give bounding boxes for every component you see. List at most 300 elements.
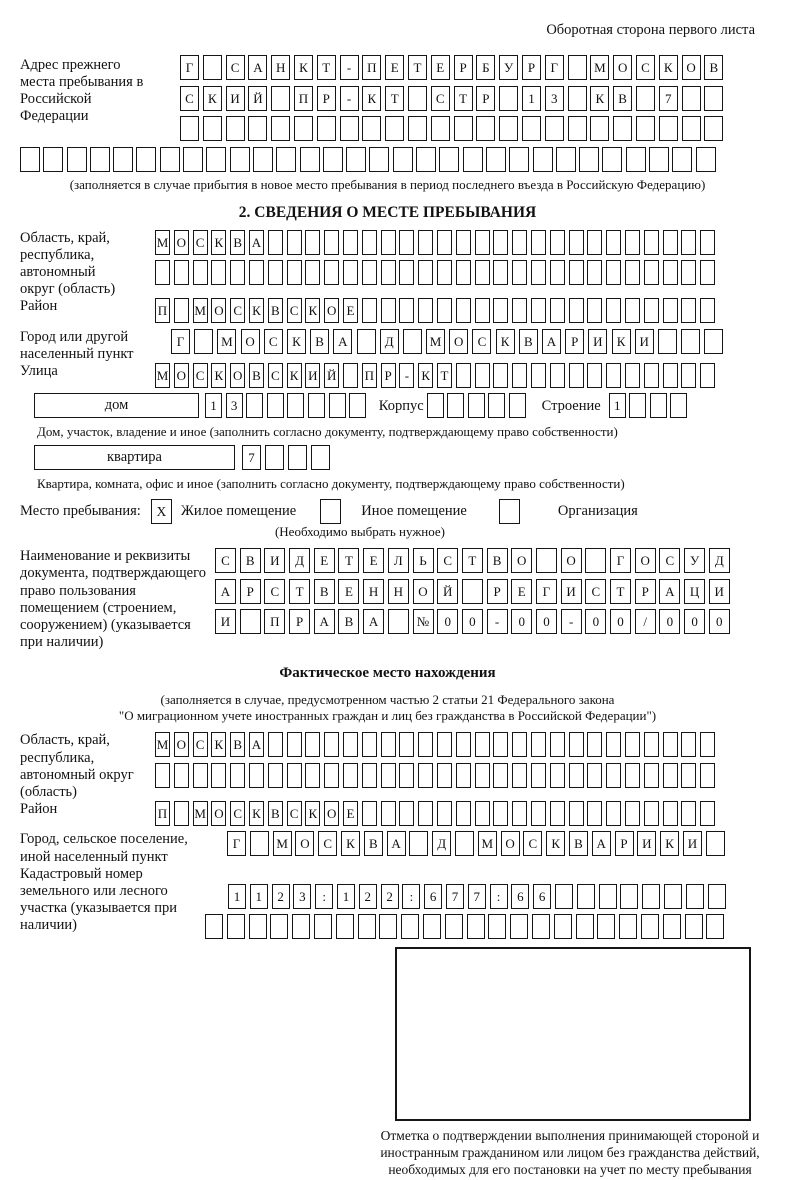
char-cell [650,393,667,418]
char-cell [658,329,677,354]
char-cell [393,147,413,172]
char-cell [493,260,508,285]
char-cell [431,116,450,141]
apartment-row [34,445,755,476]
char-cell: К [305,298,320,323]
char-cell [292,914,310,939]
char-cell: С [180,86,199,111]
char-cell [362,801,377,826]
char-cell [550,260,565,285]
char-cell: И [709,579,730,604]
char-cell: О [174,363,189,388]
char-cell: В [519,329,538,354]
char-cell [568,116,587,141]
char-row [155,763,719,789]
char-cell [696,147,716,172]
char-cell: Т [289,579,310,604]
actual-region-rows [155,732,719,793]
district-rows [155,298,719,329]
char-cell [512,801,527,826]
char-cell [625,363,640,388]
char-cell: С [659,548,680,573]
char-cell [587,298,602,323]
char-cell [317,116,336,141]
char-cell [587,732,602,757]
char-cell [399,298,414,323]
char-cell [270,914,288,939]
char-cell: - [561,609,582,634]
char-cell [681,732,696,757]
char-cell [531,801,546,826]
char-cell [336,914,354,939]
char-cell [641,914,659,939]
char-cell [488,393,505,418]
char-cell: Р [565,329,584,354]
char-cell [626,147,646,172]
char-cell: О [635,548,656,573]
char-cell [268,260,283,285]
char-cell [476,116,495,141]
char-cell [700,230,715,255]
char-cell [493,801,508,826]
char-cell: А [248,55,267,80]
char-cell: Е [385,55,404,80]
char-cell: О [230,363,245,388]
char-cell: 7 [468,884,486,909]
char-cell: О [211,801,226,826]
char-cell [418,230,433,255]
char-cell: К [294,55,313,80]
char-cell: К [305,801,320,826]
char-row [20,147,755,173]
char-cell [287,732,302,757]
char-cell: С [636,55,655,80]
char-cell: С [431,86,450,111]
char-cell: 3 [545,86,564,111]
char-cell [663,260,678,285]
char-cell [568,86,587,111]
char-cell [249,260,264,285]
char-cell [468,393,485,418]
char-cell: К [287,363,302,388]
char-cell: Д [709,548,730,573]
char-cell [362,260,377,285]
char-cell [475,763,490,788]
char-cell: Д [432,831,451,856]
char-row [155,363,719,389]
char-cell: Б [476,55,495,80]
char-cell [324,260,339,285]
char-cell: С [264,579,285,604]
char-cell [343,260,358,285]
char-row [155,732,719,758]
char-cell [510,914,528,939]
char-cell [682,116,701,141]
char-cell: О [561,548,582,573]
char-cell [226,116,245,141]
char-cell [324,230,339,255]
char-cell [531,363,546,388]
char-cell [597,914,615,939]
confirmation-stamp-box [395,947,751,1121]
char-cell: И [226,86,245,111]
char-cell [379,914,397,939]
char-cell: : [490,884,508,909]
char-cell: К [249,801,264,826]
char-cell [381,298,396,323]
char-cell [246,393,263,418]
char-cell: С [193,363,208,388]
option-other-premises-label: Иное помещение [361,503,467,520]
char-cell [644,363,659,388]
char-cell [343,732,358,757]
char-cell [681,298,696,323]
char-cell: С [215,548,236,573]
char-cell: 1 [337,884,355,909]
char-row [205,914,729,940]
char-cell [681,230,696,255]
char-cell [475,363,490,388]
char-cell: Й [248,86,267,111]
char-row [242,445,334,471]
char-row [427,393,530,419]
char-cell: Г [227,831,246,856]
char-cell: И [635,329,654,354]
char-cell [704,86,723,111]
field-district [20,298,755,329]
actual-city-label: Город, сельское поселение, иной населенный пункт [20,831,188,865]
char-cell [416,147,436,172]
street-rows [155,363,719,394]
char-cell: В [704,55,723,80]
char-cell [569,260,584,285]
char-cell: Д [380,329,399,354]
char-cell: Р [476,86,495,111]
char-cell: А [249,732,264,757]
previous-address-note: (заполняется в случае прибытия в новое место пребывания в период последнего въезда в Российскую Федерацию) [69,177,706,193]
char-cell [418,260,433,285]
char-cell [447,393,464,418]
char-cell [644,260,659,285]
char-cell: О [501,831,520,856]
char-cell [362,116,381,141]
char-cell [227,914,245,939]
char-cell [287,763,302,788]
char-cell: 1 [522,86,541,111]
char-cell [606,260,621,285]
char-cell [550,801,565,826]
char-cell: И [561,579,582,604]
char-cell [399,732,414,757]
char-cell [288,445,307,470]
char-cell [512,298,527,323]
char-cell: В [310,329,329,354]
char-cell [287,393,304,418]
char-row [609,393,691,419]
char-cell: - [487,609,508,634]
char-cell: И [305,363,320,388]
char-cell [113,147,133,172]
char-cell [250,831,269,856]
stroenie-label: Строение [541,398,601,415]
previous-address-label: Адрес прежнего места пребывания в Российской Федерации [20,57,144,125]
char-cell [287,260,302,285]
char-cell [509,393,526,418]
char-cell: О [324,298,339,323]
char-cell [606,801,621,826]
char-cell [664,884,682,909]
char-cell [531,732,546,757]
char-cell [644,801,659,826]
char-cell [681,363,696,388]
char-cell [67,147,87,172]
char-cell [271,116,290,141]
char-cell [456,763,471,788]
char-cell [493,298,508,323]
char-cell [550,363,565,388]
char-cell [268,763,283,788]
char-cell [602,147,622,172]
char-cell [512,363,527,388]
char-cell [369,147,389,172]
char-cell [437,763,452,788]
char-cell [311,445,330,470]
char-cell: 6 [511,884,529,909]
char-cell: 0 [437,609,458,634]
char-cell: - [340,86,359,111]
char-cell [211,260,226,285]
char-cell [230,147,250,172]
char-cell [613,116,632,141]
char-cell [408,116,427,141]
field-actual-region [20,732,755,800]
field-city [20,329,755,363]
char-cell: К [660,831,679,856]
char-cell [427,393,444,418]
char-cell [509,147,529,172]
char-cell: П [362,55,381,80]
char-cell: С [230,298,245,323]
char-cell [577,884,595,909]
char-cell [606,732,621,757]
char-cell [418,732,433,757]
char-cell [399,260,414,285]
char-cell [267,393,284,418]
char-cell [531,763,546,788]
char-cell [287,230,302,255]
char-cell [681,801,696,826]
char-cell: В [268,801,283,826]
char-cell: В [230,732,245,757]
field-region [20,230,755,298]
field-actual-city [20,831,755,865]
char-cell [554,914,572,939]
char-cell [606,363,621,388]
char-cell [294,116,313,141]
char-cell [587,763,602,788]
char-cell: К [659,55,678,80]
char-cell: Т [338,548,359,573]
char-cell [512,763,527,788]
char-cell: Р [487,579,508,604]
actual-location-note-line1: (заполняется в случае, предусмотренном частью 2 статьи 21 Федерального закона [160,691,615,707]
char-cell [211,763,226,788]
char-cell: Т [462,548,483,573]
char-cell [706,831,725,856]
char-cell: О [295,831,314,856]
char-cell: А [592,831,611,856]
char-cell: В [230,230,245,255]
char-cell [249,914,267,939]
char-cell: К [362,86,381,111]
char-row [155,260,719,286]
char-cell [550,230,565,255]
char-cell [340,116,359,141]
char-cell [194,329,213,354]
char-cell: Т [454,86,473,111]
char-cell: А [363,609,384,634]
char-cell [585,548,606,573]
char-cell [512,732,527,757]
char-cell [437,732,452,757]
char-cell [308,393,325,418]
char-cell [155,763,170,788]
char-cell [403,329,422,354]
char-cell [399,230,414,255]
char-cell: К [211,230,226,255]
char-cell: П [155,298,170,323]
char-cell: У [684,548,705,573]
char-cell [174,801,189,826]
char-cell: Т [385,86,404,111]
char-cell [636,86,655,111]
char-cell: М [273,831,292,856]
char-cell [569,732,584,757]
char-cell: М [426,329,445,354]
char-cell [324,763,339,788]
actual-district-label: Район [20,800,58,817]
char-cell: С [264,329,283,354]
char-cell: Т [610,579,631,604]
char-cell: : [315,884,333,909]
char-cell [399,801,414,826]
char-cell [349,393,366,418]
char-cell [606,298,621,323]
char-cell: Р [454,55,473,80]
char-cell [381,763,396,788]
street-label: Улица [20,362,58,379]
char-cell [346,147,366,172]
char-cell: 0 [536,609,557,634]
char-cell: М [155,732,170,757]
char-cell: К [546,831,565,856]
char-cell [160,147,180,172]
char-cell [136,147,156,172]
char-cell [475,260,490,285]
previous-address-rows [180,55,727,147]
checkbox-residential: X [151,499,172,524]
checkbox-organization [499,499,520,524]
char-cell [343,363,358,388]
char-cell [362,298,377,323]
char-cell: И [264,548,285,573]
char-cell [512,230,527,255]
stay-type-note: (Необходимо выбрать нужное) [274,524,446,540]
char-cell [569,230,584,255]
char-cell: 6 [533,884,551,909]
actual-region-label: Область, край, республика, автономный округ (область) [20,732,134,800]
apartment-note: Квартира, комната, офис и иное (заполнить согласно документу, подтверждающему право собственности) [37,475,625,491]
field-document [20,548,755,651]
char-cell: Р [289,609,310,634]
char-cell [463,147,483,172]
char-cell [240,609,261,634]
char-row [228,884,729,910]
char-cell [499,86,518,111]
char-cell: К [496,329,515,354]
char-cell: О [613,55,632,80]
char-cell [418,298,433,323]
char-cell [663,801,678,826]
char-cell [579,147,599,172]
char-cell [672,147,692,172]
char-cell: М [217,329,236,354]
char-cell [663,363,678,388]
char-cell: С [287,801,302,826]
char-cell: О [449,329,468,354]
char-cell [230,763,245,788]
char-cell [445,914,463,939]
char-cell [249,763,264,788]
document-label: Наименование и реквизиты документа, подтверждающего право пользования помещением (строением, сооружением) (указывается при наличии) [20,548,206,650]
char-cell [300,147,320,172]
char-cell: М [478,831,497,856]
char-cell [700,363,715,388]
char-cell: С [437,548,458,573]
char-cell [531,298,546,323]
char-cell: С [193,732,208,757]
char-cell [682,86,701,111]
stamp-caption: Отметка о подтверждении выполнения принимающей стороной и иностранным гражданином или лицом без гражданства действий, необходимых для его постановки на учет по месту пребывания [380,1127,760,1178]
char-cell: Г [610,548,631,573]
char-cell [193,260,208,285]
char-row [155,801,719,827]
char-cell [499,116,518,141]
char-cell: 0 [684,609,705,634]
char-cell [488,914,506,939]
char-cell: Е [431,55,450,80]
char-cell [305,732,320,757]
char-cell: В [240,548,261,573]
char-cell [343,230,358,255]
char-cell [456,801,471,826]
char-cell [568,55,587,80]
char-row [171,329,728,355]
char-cell: Г [536,579,557,604]
char-cell [381,260,396,285]
char-cell [206,147,226,172]
char-cell [531,230,546,255]
char-cell [418,801,433,826]
field-actual-district [20,801,755,832]
char-cell: / [635,609,656,634]
char-cell [629,393,646,418]
char-cell [43,147,63,172]
char-cell [620,884,638,909]
char-row [227,831,729,857]
char-cell: Т [317,55,336,80]
char-cell [305,260,320,285]
